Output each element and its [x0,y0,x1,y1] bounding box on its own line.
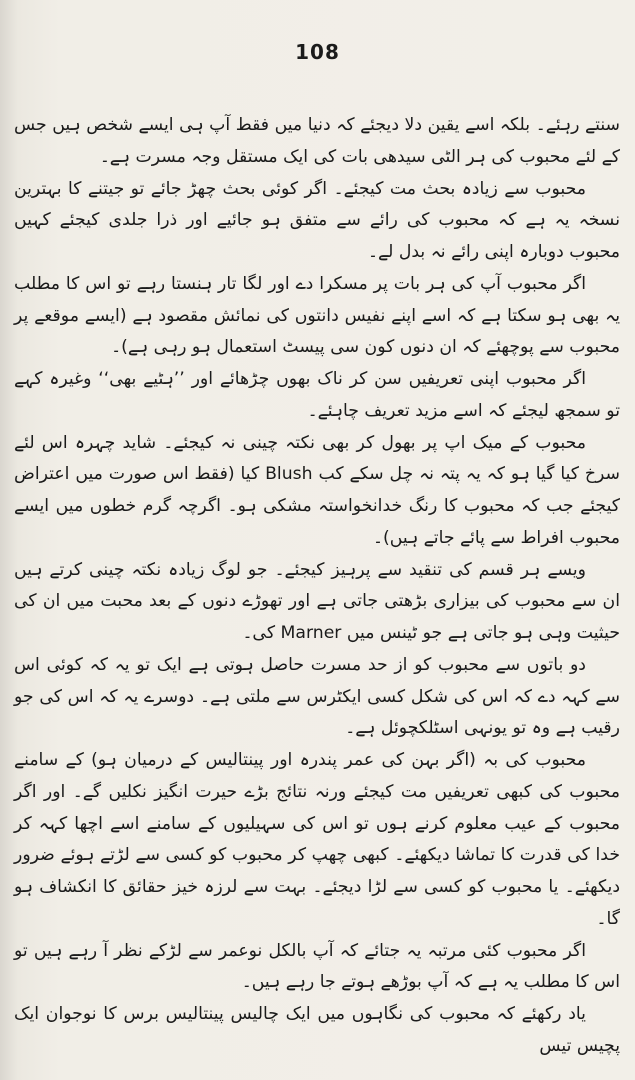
paragraph: محبوب کے میک اپ پر بھول کر بھی نکتہ چینی نہ کیجئے۔ شاید چہرہ اس لئے سرخ کیا گیا ہو کہ یہ پتہ نہ چل سکے کب Blush کیا (فقط اس صورت میں اعتراض کیجئے جب کہ محبوب کا رنگ خدانخواستہ مشکی ہو۔ اگرچہ گرم خطوں میں ایسے محبوب افراط سے پائے جاتے ہیں)۔ [14,432,620,548]
page-body-text [14,110,620,1063]
paragraph: دو باتوں سے محبوب کو از حد مسرت حاصل ہوتی ہے ایک تو یہ کہ کوئی اس سے کہہ دے کہ اس کی شکل کسی ایکٹرس سے ملتی ہے۔ دوسرے یہ کہ اس کی جو رقیب ہے وہ تو یونہی اسٹلکچوئل ہے۔ [14,654,620,739]
paragraph: اگر محبوب آپ کی ہر بات پر مسکرا دے اور لگا تار ہنستا رہے تو اس کا مطلب یہ بھی ہو سکتا ہے کہ اسے اپنے نفیس دانتوں کی نمائش مقصود ہے (ایسے موقعے پر محبوب سے پوچھئے کہ ان دنوں کون سی پیسٹ استعمال ہو رہی ہے)۔ [14,273,620,358]
paragraph: محبوب کی بہ (اگر بہن کی عمر پندرہ اور پینتالیس کے درمیان ہو) کے سامنے محبوب کی کبھی تعریفیں مت کیجئے ورنہ نتائج بڑے حیرت انگیز نکلیں گے۔ اور اگر محبوب کے عیب معلوم کرنے ہوں تو اس کی سہیلیوں کے سامنے اسے اچھا کہہ کر خدا کی قدرت کا تماشا دیکھئے۔ کبھی چھپ کر محبوب کو کسی سے لڑتے ہوئے ضرور دیکھئے۔ یا محبوب کو کسی سے لڑا دیجئے۔ بہت سے لرزہ خیز حقائق کا انکشاف ہو گا۔ [14,750,620,929]
paragraph: یاد رکھئے کہ محبوب کی نگاہوں میں ایک چالیس پینتالیس برس کا نوجوان ایک پچیس تیس [14,1004,620,1056]
paragraph: ویسے ہر قسم کی تنقید سے پرہیز کیجئے۔ جو لوگ زیادہ نکتہ چینی کرتے ہیں ان سے محبوب کی بیزاری بڑھتی جاتی ہے اور تھوڑے دنوں کے بعد محبت میں ان کی حیثیت وہی ہو جاتی ہے جو ٹینس میں Marner کی۔ [14,559,620,643]
paragraph: اگر محبوب اپنی تعریفیں سن کر ناک بھوں چڑھائے اور ’’ہٹیے بھی‘‘ وغیرہ کہے تو سمجھ لیجئے کہ اسے مزید تعریف چاہئے۔ [14,369,620,421]
page-number: 108 [295,40,340,64]
paragraph: اگر محبوب کئی مرتبہ یہ جتائے کہ آپ بالکل نوعمر سے لڑکے نظر آ رہے ہیں تو اس کا مطلب یہ ہے کہ آپ بوڑھے ہوتے جا رہے ہیں۔ [14,940,620,993]
paragraph: محبوب سے زیادہ بحث مت کیجئے۔ اگر کوئی بحث چھڑ جائے تو جیتنے کا بہترین نسخہ یہ ہے کہ محبوب کی رائے سے متفق ہو جائیے اور ذرا جلدی کیجئے کہیں محبوب دوبارہ اپنی رائے نہ بدل لے۔ [14,178,620,262]
paragraph: سنتے رہئے۔ بلکہ اسے یقین دلا دیجئے کہ دنیا میں فقط آپ ہی ایسے شخص ہیں جس کے لئے محبوب کی ہر الٹی سیدھی بات کی ایک مستقل وجہ مسرت ہے۔ [14,115,620,167]
